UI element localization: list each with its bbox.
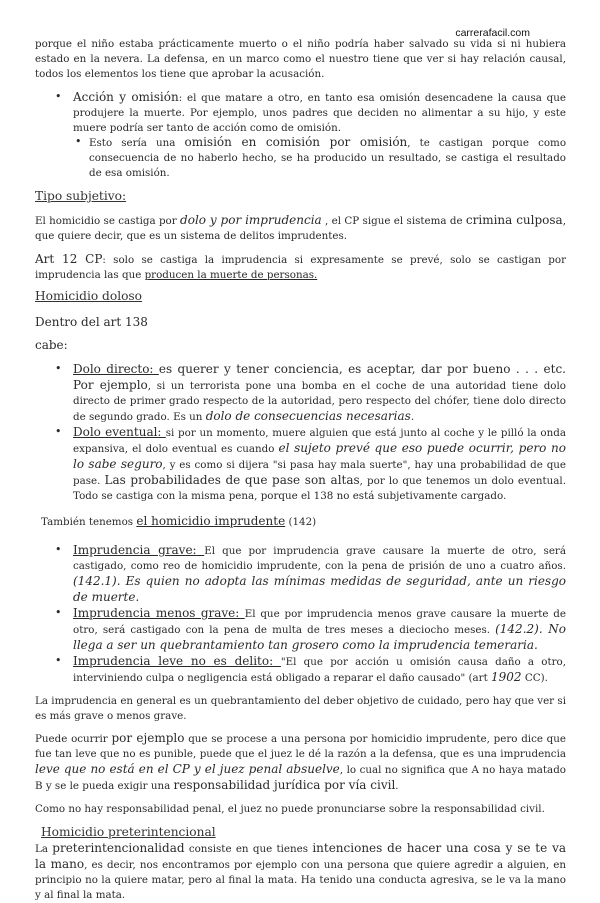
bullet-icon: • bbox=[55, 89, 62, 103]
section-heading: Homicidio preterintencional bbox=[41, 824, 216, 839]
paragraph: Como no hay responsabilidad penal, el juez no puede pronunciarse sobre la responsabilidad civil. bbox=[35, 803, 545, 816]
imprudencia-list bbox=[35, 543, 566, 685]
list-item: • Imprudencia grave: El que por imprudencia grave causare la muerte de otro, será castigado, como reo de homicidio imprudente, con la pena de prisión de uno a cuatro años. (142.1). Es quien no adopta las mínimas medidas de seguridad, ante un riesgo de muerte. bbox=[55, 543, 566, 605]
document-page bbox=[35, 37, 566, 903]
list-item: • Esto sería una omisión en comisión por omisión, te castigan porque como consecuencia de no haberlo hecho, se ha producido un resultado, se castiga el resultado de esa omisión. bbox=[75, 135, 567, 180]
bullet-icon: • bbox=[55, 543, 62, 557]
paragraph: La preterintencionalidad consiste en que tienes intenciones de hacer una cosa y se te va la mano, es decir, nos encontramos por ejemplo con una persona que quiere agredir a alguien, en principio no la quiere matar, pero al final la mata. Ha tenido una conducta agresiva, se le va la mano y al final la mata. bbox=[35, 840, 567, 901]
list-item: • Dolo directo: es querer y tener conciencia, es aceptar, dar por bueno . . . etc. Por ejemplo, si un terrorista pone una bomba en el coche de una autoridad tiene dolo directo de primer grado respecto de la autoridad, pero respecto del chófer, tiene dolo directo de segundo grado. Es un dolo de consecuencias necesarias. bbox=[55, 362, 566, 424]
bullet-icon: • bbox=[55, 425, 62, 439]
bullet-icon: • bbox=[75, 135, 82, 149]
section-heading: Tipo subjetivo: bbox=[35, 189, 127, 204]
term: Acción y omisión bbox=[73, 89, 179, 104]
paragraph: Dentro del art 138 bbox=[35, 314, 148, 329]
paragraph: Art 12 CP: solo se castiga la imprudencia si expresamente se prevé, solo se castigan por imprudencia las que producen la muerte de personas. bbox=[35, 251, 566, 281]
intro-paragraph: porque el niño estaba prácticamente muerto o el niño podría haber salvado su vida si ni hubiera estado en la nevera. La defensa, en un marco como el nuestro tiene que ver si hay relación causal, todos los elementos los tiene que aprobar la acusación. bbox=[35, 38, 566, 80]
section-heading: Homicidio doloso bbox=[35, 288, 143, 303]
paragraph: La imprudencia en general es un quebrantamiento del deber objetivo de cuidado, pero hay que ver si es más grave o menos grave. bbox=[35, 694, 566, 722]
list-item: • Imprudencia leve no es delito: "El que por acción u omisión causa daño a otro, interviniendo culpa o negligencia está obligado a reparar el daño causado" (art 1902 CC). bbox=[55, 653, 566, 684]
paragraph: También tenemos el homicidio imprudente (142) bbox=[41, 513, 317, 528]
omision-sublist bbox=[35, 135, 566, 181]
site-watermark: carrerafacil.com bbox=[455, 27, 530, 39]
paragraph: Puede ocurrir por ejemplo que se procese a una persona por homicidio imprudente, pero dice que fue tan leve que no es punible, puede que el juez le dé la razón a la defensa, que es una imprudencia leve que no está en el CP y el juez penal absuelve, lo cual no significa que A no haya matado B y se le pueda exigir una responsabilidad jurídica por vía civil. bbox=[35, 731, 566, 793]
bullet-icon: • bbox=[55, 606, 62, 620]
bullet-icon: • bbox=[55, 362, 62, 376]
paragraph: cabe: bbox=[35, 337, 68, 352]
list-item: • Acción y omisión: el que matare a otro, en tanto esa omisión desencadene la causa que produjere la muerte. Por ejemplo, unos padres que deciden no alimentar a su hijo, y este muere podría ser tanto de acción como de omisión. bbox=[55, 89, 566, 134]
list-item: • Imprudencia menos grave: El que por imprudencia menos grave causare la muerte de otro, será castigado con la pena de multa de tres meses a dieciocho meses. (142.2). No llega a ser un quebrantamiento tan grosero como la imprudencia temeraria. bbox=[55, 606, 566, 652]
dolo-list bbox=[35, 362, 566, 503]
omision-list bbox=[35, 90, 566, 136]
list-item: • Dolo eventual: si por un momento, muere alguien que está junto al coche y le pilló la onda expansiva, el dolo eventual es cuando el sujeto prevé que eso puede ocurrir, pero no lo sabe seguro, y es como si dijera "si pasa hay mala suerte", hay una probabilidad de que pase. Las probabilidades de que pase son altas, por lo que tenemos un dolo eventual. Todo se castiga con la misma pena, porque el 138 no está subjetivamente cargado. bbox=[55, 425, 567, 502]
paragraph: El homicidio se castiga por dolo y por imprudencia , el CP sigue el sistema de crimina culposa, que quiere decir, que es un sistema de delitos imprudentes. bbox=[35, 213, 566, 242]
bullet-icon: • bbox=[55, 653, 62, 667]
